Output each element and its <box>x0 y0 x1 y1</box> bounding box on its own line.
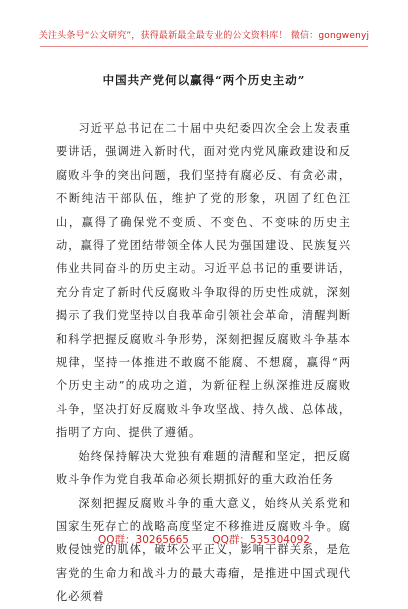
header-divider <box>40 46 368 47</box>
paragraph-1: 习近平总书记在二十届中央纪委四次全会上发表重要讲话，强调进入新时代，面对党内党风廉政建设和反腐败斗争的突出问题，我们坚持有腐必反、有贪必肃，不断纯洁干部队伍，维护了党的形象，巩固了红色江山，赢得了确保党不变质、不变色、不变味的历史主动，赢得了党团结带领全体人民为强国建设、民族复兴伟业共同奋斗的历史主动。习近平总书记的重要讲话，充分肯定了新时代反腐败斗争取得的历史性成就，深刻揭示了我们党坚持以自我革命引领社会革命，清醒判断和科学把握反腐败斗争形势，深刻把握反腐败斗争基本规律，坚持一体推进不敢腐不能腐、不想腐，赢得“两个历史主动”的成功之道，为新征程上纵深推进反腐败斗争，坚决打好反腐败斗争攻坚战、持久战、总体战，指明了方向、提供了遵循。 <box>56 122 351 440</box>
paragraph-2: 始终保持解决大党独有难题的清醒和坚定，把反腐败斗争作为党自我革命必须长期抓好的重大政治任务 <box>56 449 351 487</box>
footer-contacts <box>0 532 408 547</box>
promo-header: 关注头条号“公文研究”，获得最新最全最专业的公文资料库！ 微信：gongwenyj <box>38 31 370 41</box>
document-title: 中国共产党何以赢得“两个历史主动” <box>102 73 306 87</box>
footer-qq-group-1: QQ群：30265665 <box>98 534 189 546</box>
footer-qq-group-2: QQ群：535304092 <box>212 534 310 546</box>
paragraph-3: 深刻把握反腐败斗争的重大意义，始终从关系党和国家生死存亡的战略高度坚定不移推进反腐败斗争。腐败侵蚀党的肌体，破坏公平正义，影响干群关系，是危害党的生命力和战斗力的最大毒瘤，是推进中国式现代化必须着 <box>56 496 351 604</box>
